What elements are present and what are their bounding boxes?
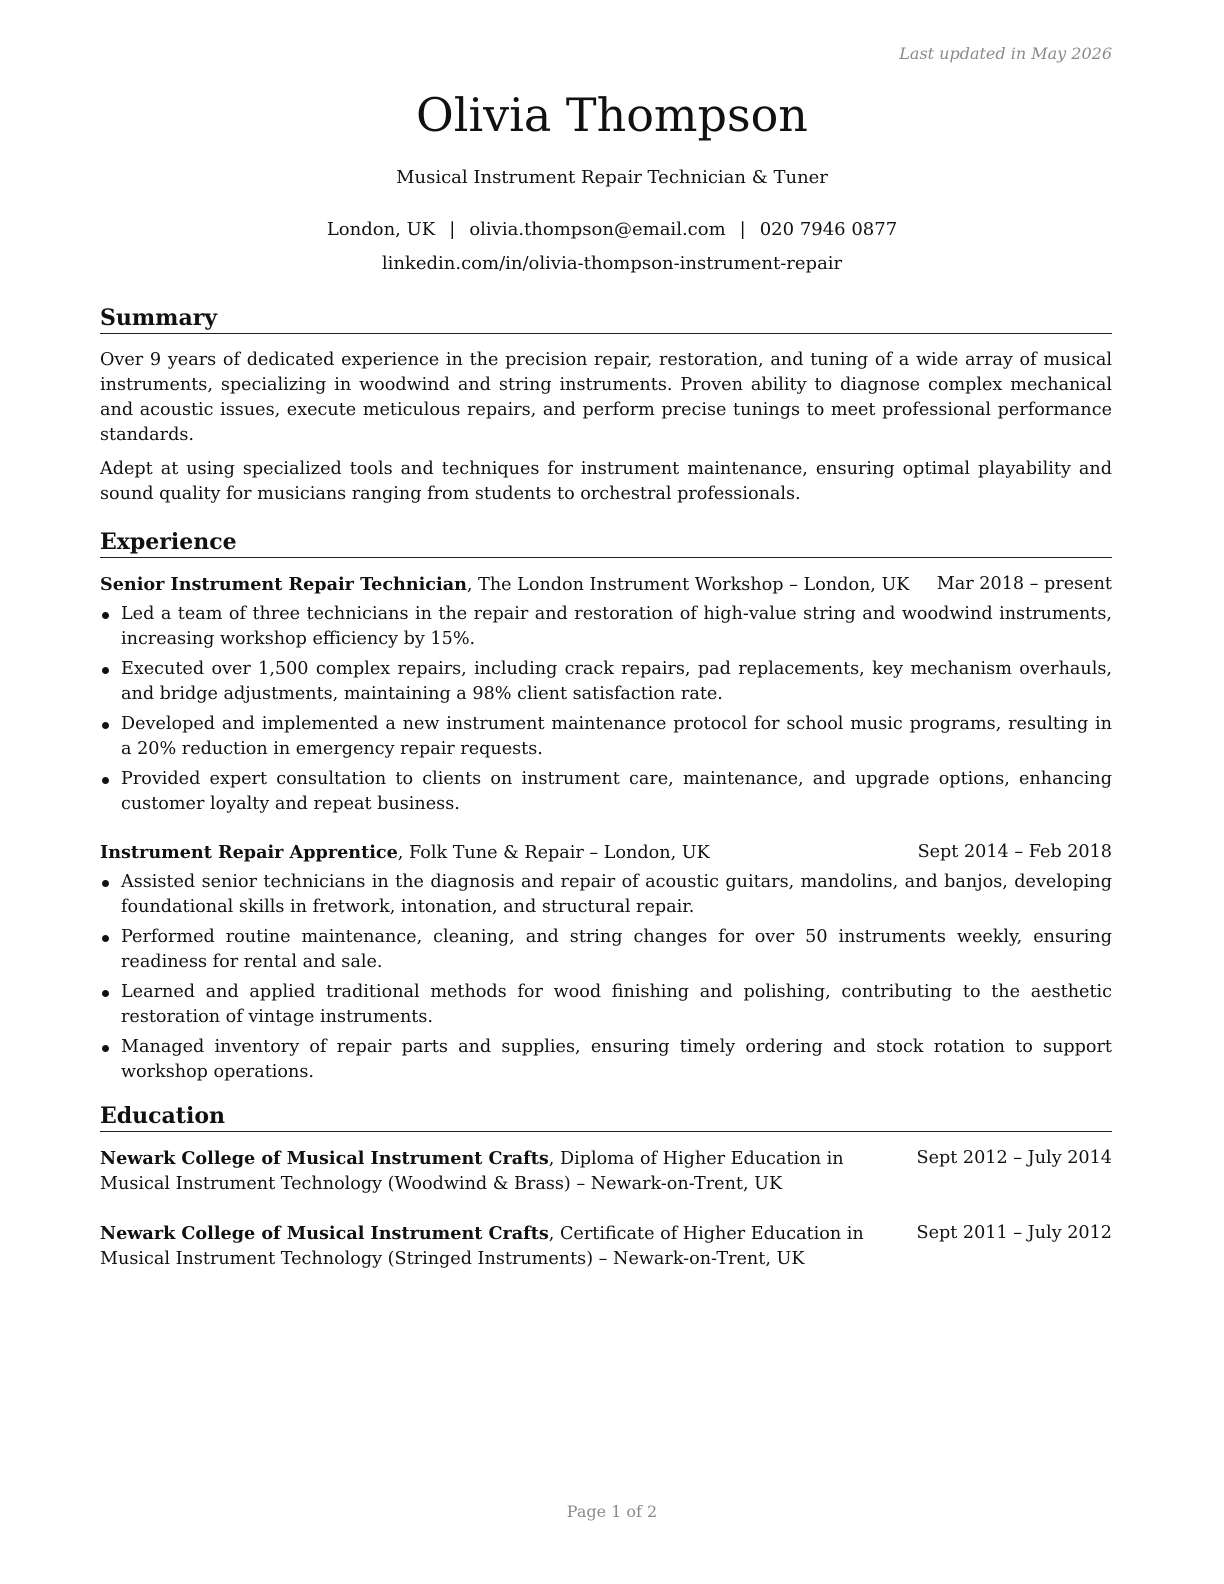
- education-school: Newark College of Musical Instrument Crafts: [100, 1148, 549, 1169]
- education-item: [100, 1221, 1112, 1272]
- education-heading: Education: [100, 1102, 1112, 1132]
- contact-line: [0, 219, 1224, 240]
- education-dates: Sept 2012 – July 2014: [916, 1148, 1112, 1168]
- contact-phone: 020 7946 0877: [759, 219, 898, 240]
- bullet-icon: [102, 880, 109, 887]
- education-item: [100, 1146, 1112, 1197]
- education-dates: Sept 2011 – July 2012: [916, 1223, 1112, 1243]
- contact-separator: |: [739, 219, 746, 240]
- summary-paragraph: Over 9 years of dedicated experience in the precision repair, restoration, and tuning of a wide array of musical instruments, specializing in woodwind and string instruments. Proven ability to diagnose complex mechanical and acoustic issues, execute meticulous repairs, and perform precise tunings to meet professional performance standards.: [100, 350, 1112, 445]
- education-school: Newark College of Musical Instrument Crafts: [100, 1223, 549, 1244]
- job-bullets: [100, 870, 1112, 1085]
- candidate-title: Musical Instrument Repair Technician & Tuner: [396, 167, 828, 188]
- education-details: , Diploma of Higher Education in Musical Instrument Technology (Woodwind & Brass) – Newark-on-Trent, UK: [100, 1149, 844, 1194]
- job-header: [100, 572, 1112, 598]
- education-details: , Certificate of Higher Education in Musical Instrument Technology (Stringed Instruments) – Newark-on-Trent, UK: [100, 1224, 864, 1269]
- contact-separator: |: [449, 219, 456, 240]
- job-dates: Sept 2014 – Feb 2018: [917, 842, 1112, 862]
- linkedin-link[interactable]: linkedin.com/in/olivia-thompson-instrument-repair: [381, 253, 843, 274]
- bullet-icon: [102, 1045, 109, 1052]
- bullet-icon: [102, 667, 109, 674]
- bullet-item: Led a team of three technicians in the repair and restoration of high-value string and woodwind instruments, increasing workshop efficiency by 15%.: [100, 602, 1112, 652]
- bullet-item: Performed routine maintenance, cleaning, and string changes for over 50 instruments weekly, ensuring readiness for rental and sale.: [100, 925, 1112, 975]
- experience-heading: Experience: [100, 528, 1112, 558]
- bullet-icon: [102, 935, 109, 942]
- bullet-item: Learned and applied traditional methods for wood finishing and polishing, contributing to the aesthetic restoration of vintage instruments.: [100, 980, 1112, 1030]
- job-role: Senior Instrument Repair Technician: [100, 574, 467, 595]
- job-employer: , Folk Tune & Repair – London, UK: [397, 843, 710, 863]
- job-header: [100, 840, 1112, 866]
- page-number: Page 1 of 2: [566, 1502, 658, 1521]
- bullet-item: Managed inventory of repair parts and supplies, ensuring timely ordering and stock rotation to support workshop operations.: [100, 1035, 1112, 1085]
- summary-heading: Summary: [100, 304, 1112, 334]
- resume-body: [100, 304, 1112, 1296]
- bullet-icon: [102, 612, 109, 619]
- job-dates: Mar 2018 – present: [936, 574, 1112, 594]
- bullet-item: Provided expert consultation to clients on instrument care, maintenance, and upgrade options, enhancing customer loyalty and repeat business.: [100, 767, 1112, 817]
- bullet-icon: [102, 990, 109, 997]
- job-employer: , The London Instrument Workshop – London, UK: [466, 575, 910, 595]
- bullet-icon: [102, 777, 109, 784]
- job-role: Instrument Repair Apprentice: [100, 842, 398, 863]
- bullet-item: Assisted senior technicians in the diagnosis and repair of acoustic guitars, mandolins, and banjos, developing foundational skills in fretwork, intonation, and structural repair.: [100, 870, 1112, 920]
- summary-paragraph: Adept at using specialized tools and techniques for instrument maintenance, ensuring optimal playability and sound quality for musicians ranging from students to orchestral professionals.: [100, 459, 1112, 504]
- bullet-item: Developed and implemented a new instrument maintenance protocol for school music programs, resulting in a 20% reduction in emergency repair requests.: [100, 712, 1112, 762]
- candidate-name: Olivia Thompson: [416, 88, 808, 142]
- last-updated-note: Last updated in May 2026: [899, 44, 1112, 63]
- job-bullets: [100, 602, 1112, 817]
- contact-email[interactable]: olivia.thompson@email.com: [469, 219, 726, 240]
- bullet-item: Executed over 1,500 complex repairs, including crack repairs, pad replacements, key mechanism overhauls, and bridge adjustments, maintaining a 98% client satisfaction rate.: [100, 657, 1112, 707]
- contact-location: London, UK: [326, 219, 436, 240]
- bullet-icon: [102, 722, 109, 729]
